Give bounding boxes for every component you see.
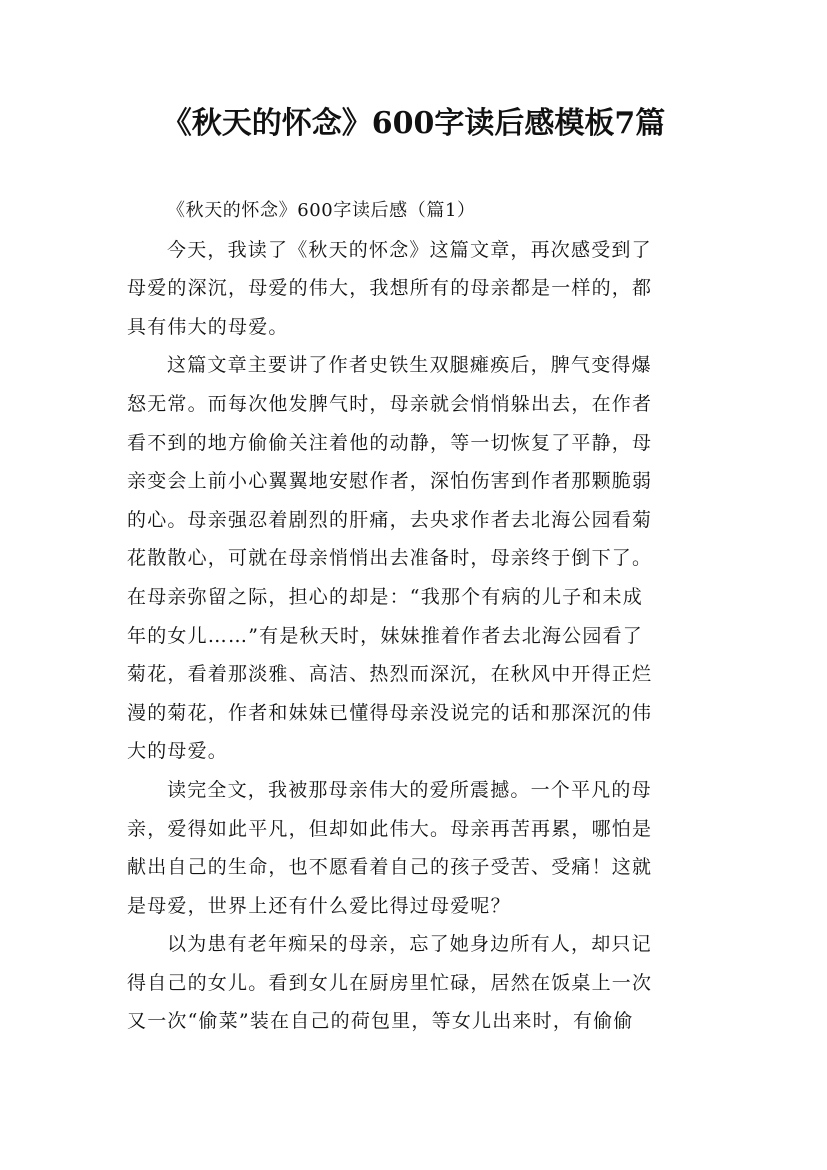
- paragraph-line: 年的女儿……”有是秋天时，妹妹推着作者去北海公园看了: [127, 624, 643, 647]
- paragraph-line: 献出自己的生命，也不愿看着自己的孩子受苦、受痛！这就: [127, 856, 653, 879]
- paragraph-line: 亲，爱得如此平凡，但却如此伟大。母亲再苦再累，哪怕是: [127, 817, 653, 840]
- paragraph-line: 母爱的深沉，母爱的伟大，我想所有的母亲都是一样的，都: [127, 277, 653, 300]
- paragraph-line: 怒无常。而每次他发脾气时，母亲就会悄悄躲出去，在作者: [127, 392, 653, 415]
- document-body: [127, 192, 712, 1041]
- paragraph-line: 在母亲弥留之际，担心的却是：“我那个有病的儿子和未成: [127, 585, 643, 608]
- paragraph-line: 具有伟大的母爱。: [127, 315, 289, 338]
- paragraph-line: 今天，我读了《秋天的怀念》这篇文章，再次感受到了: [167, 238, 652, 261]
- paragraph-line: 读完全文，我被那母亲伟大的爱所震撼。一个平凡的母: [167, 778, 652, 801]
- section-heading: 《秋天的怀念》600字读后感（篇1）: [167, 200, 476, 221]
- paragraph-line: 是母爱，世界上还有什么爱比得过母爱呢？: [127, 894, 511, 917]
- paragraph-line: 得自己的女儿。看到女儿在厨房里忙碌，居然在饭桌上一次: [127, 971, 653, 994]
- paragraph-line: 又一次“偷菜”装在自己的荷包里，等女儿出来时，有偷偷: [127, 1010, 634, 1033]
- paragraph-line: 菊花，看着那淡雅、高洁、热烈而深沉，在秋风中开得正烂: [127, 663, 653, 686]
- paragraph-line: 大的母爱。: [127, 740, 229, 763]
- document-title: 《秋天的怀念》600字读后感模板7篇: [161, 106, 666, 141]
- paragraph-line: 漫的菊花，作者和妹妹已懂得母亲没说完的话和那深沉的伟: [127, 701, 653, 724]
- paragraph-line: 以为患有老年痴呆的母亲，忘了她身边所有人，却只记: [167, 933, 652, 956]
- paragraph-line: 的心。母亲强忍着剧烈的肝痛，去央求作者去北海公园看菊: [127, 508, 653, 531]
- paragraph-line: 看不到的地方偷偷关注着他的动静，等一切恢复了平静，母: [127, 431, 653, 454]
- paragraph-line: 花散散心，可就在母亲悄悄出去准备时，母亲终于倒下了。: [127, 547, 653, 570]
- paragraph-line: 这篇文章主要讲了作者史铁生双腿瘫痪后，脾气变得爆: [167, 354, 652, 377]
- paragraph-line: 亲变会上前小心翼翼地安慰作者，深怕伤害到作者那颗脆弱: [127, 470, 653, 493]
